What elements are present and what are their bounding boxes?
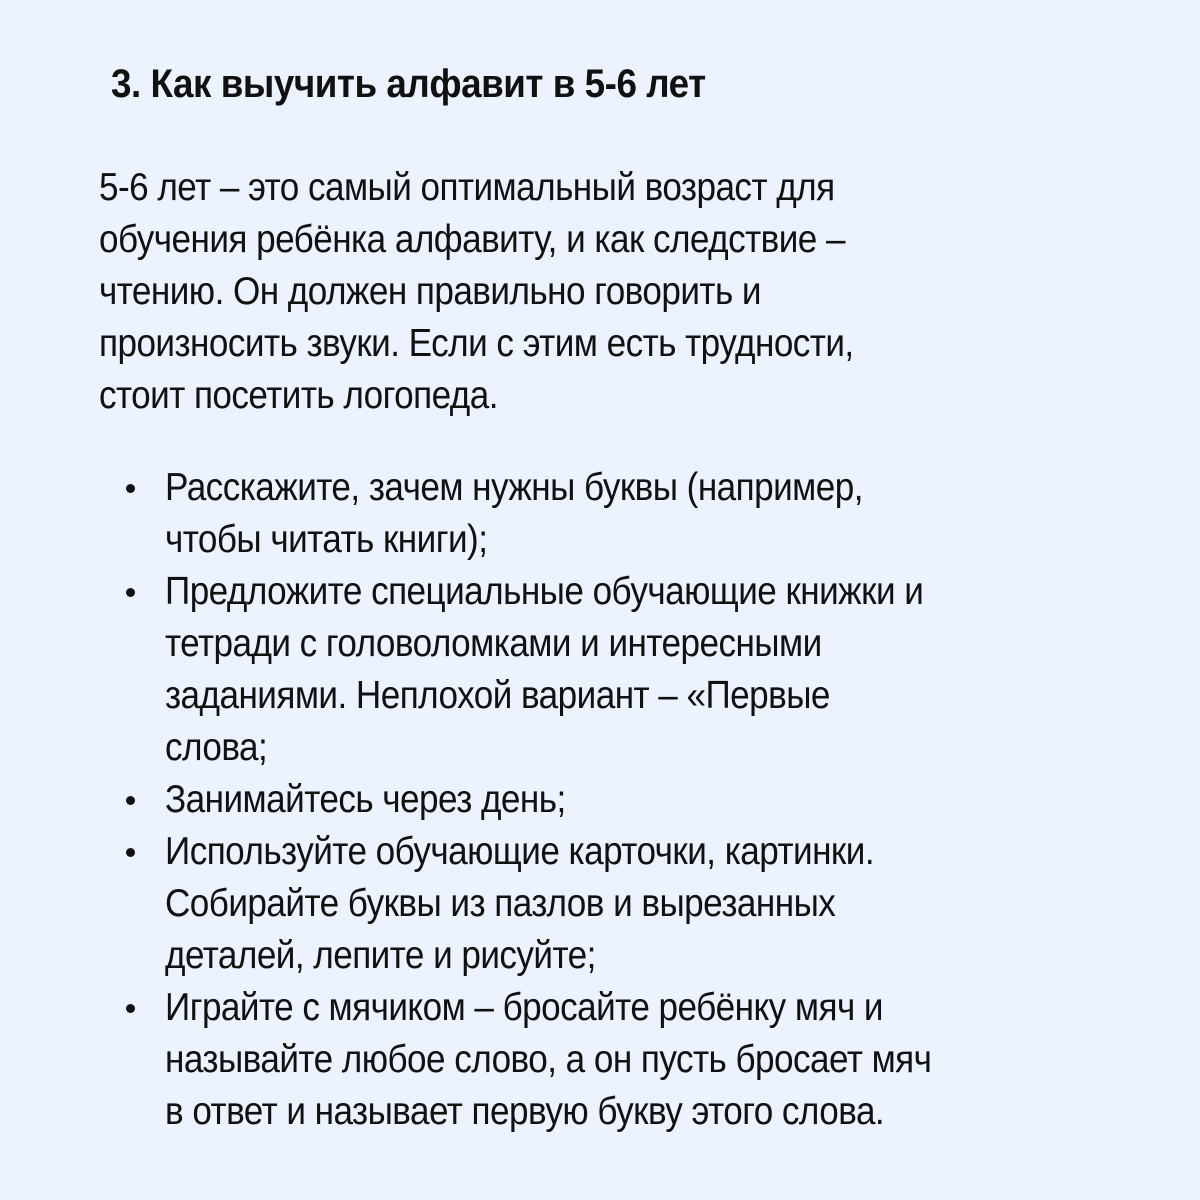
list-item-line: Собирайте буквы из пазлов и вырезанных [165,882,836,925]
list-item-line: Предложите специальные обучающие книжки и [165,570,924,613]
list-item [0,826,1200,982]
bullet-dot-icon [126,588,135,597]
intro-line: чтению. Он должен правильно говорить и [99,270,761,313]
intro-line: 5-6 лет – это самый оптимальный возраст для [99,166,835,209]
list-item-line: деталей, лепите и рисуйте; [165,934,596,977]
list-item-line: чтобы читать книги); [165,518,488,561]
list-item-text [165,774,1200,826]
intro-line: стоит посетить логопеда. [99,374,498,417]
list-item [0,774,1200,826]
list-item-line: заданиями. Неплохой вариант – «Первые [165,674,830,717]
bullet-dot-icon [126,796,135,805]
list-item-line: Занимайтесь через день; [165,778,566,821]
list-item [0,982,1200,1138]
intro-paragraph [99,162,1179,422]
list-item-line: в ответ и называет первую букву этого слова. [165,1090,885,1133]
list-item-line: Играйте с мячиком – бросайте ребёнку мяч и [165,986,883,1029]
intro-line: обучения ребёнка алфавиту, и как следствие – [99,218,845,261]
list-item [0,462,1200,566]
bullet-dot-icon [126,1004,135,1013]
section-title: 3. Как выучить алфавит в 5-6 лет [111,62,706,106]
list-item [0,566,1200,774]
list-item-line: Расскажите, зачем нужны буквы (например, [165,466,863,509]
bullet-dot-icon [126,848,135,857]
intro-line: произносить звуки. Если с этим есть трудности, [99,322,854,365]
list-item-line: Используйте обучающие карточки, картинки. [165,830,875,873]
list-item-text [165,826,1200,982]
list-item-line: тетради с головоломками и интересными [165,622,822,665]
tips-list [0,462,1200,1138]
list-item-text [165,982,1200,1138]
list-item-text [165,462,1200,566]
list-item-text [165,566,1200,774]
list-item-line: слова; [165,726,268,769]
bullet-dot-icon [126,484,135,493]
list-item-line: называйте любое слово, а он пусть бросает мяч [165,1038,932,1081]
